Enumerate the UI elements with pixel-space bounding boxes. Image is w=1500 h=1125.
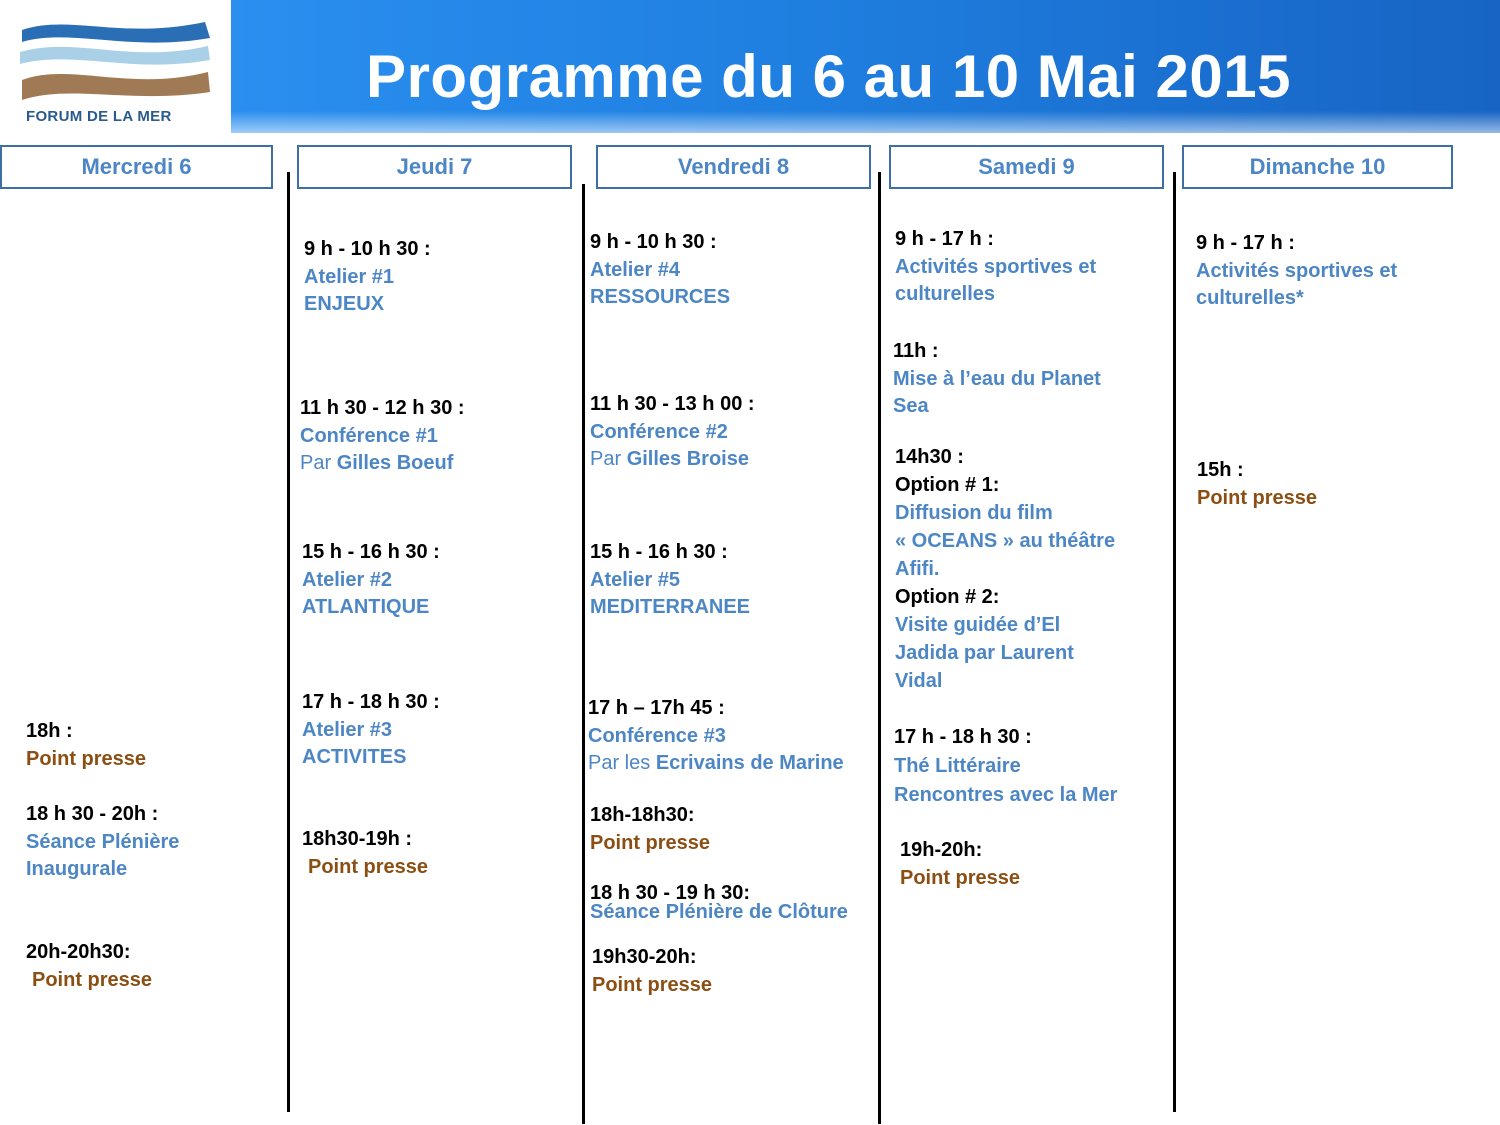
event-label: Point presse	[1197, 486, 1318, 509]
event-time: 17 h - 18 h 30 :	[894, 726, 1032, 748]
event-label: Point presse	[592, 973, 713, 996]
day-header-sunday: Dimanche 10	[1182, 145, 1453, 189]
waves-icon	[0, 0, 231, 110]
event-fri-press-2	[592, 944, 712, 999]
event-time: 18h-18h30:	[590, 804, 695, 826]
event-time: 17 h - 18 h 30 :	[302, 691, 440, 713]
event-time: 14h30 :	[895, 446, 964, 468]
event-sat-the-litteraire	[894, 723, 1117, 810]
event-label: Atelier #2	[302, 568, 393, 591]
option-label: Option # 2:	[895, 586, 1000, 608]
logo-text: FORUM DE LA MER	[26, 108, 172, 125]
speaker-prefix: Par	[300, 452, 332, 474]
event-label: Atelier #4	[590, 258, 681, 281]
event-label: Point presse	[308, 855, 429, 878]
event-sat-activites	[895, 226, 1096, 309]
event-label: Conférence #2	[590, 420, 728, 443]
event-wed-press-2	[26, 939, 152, 994]
speaker-prefix: Par	[590, 448, 622, 470]
event-label: Sea	[893, 395, 929, 417]
event-time: 15 h - 16 h 30 :	[590, 541, 728, 563]
day-header-thursday: Jeudi 7	[297, 145, 572, 189]
event-time: 15 h - 16 h 30 :	[302, 541, 440, 563]
event-label: Thé Littéraire	[894, 755, 1021, 777]
event-sat-options	[895, 443, 1115, 695]
event-label: culturelles*	[1196, 287, 1304, 309]
event-label: Afifi.	[895, 558, 940, 580]
event-fri-atelier-4	[590, 229, 730, 312]
event-label: Diffusion du film	[895, 502, 1053, 524]
event-label: Activités sportives et	[1196, 259, 1398, 282]
event-label: ACTIVITES	[302, 746, 407, 768]
event-label: Jadida par Laurent	[895, 642, 1074, 664]
event-label: Vidal	[895, 670, 943, 692]
event-wed-press-1	[26, 718, 146, 773]
event-thu-conference-1	[300, 395, 465, 478]
event-thu-atelier-3	[302, 689, 440, 772]
event-label: Séance Plénière de Clôture	[590, 901, 848, 923]
event-fri-cloture	[590, 884, 848, 922]
event-label: Conférence #1	[300, 424, 438, 447]
column-divider	[1173, 172, 1176, 1112]
event-thu-atelier-2	[302, 539, 440, 622]
event-label: ATLANTIQUE	[302, 596, 430, 618]
event-time: 9 h - 17 h :	[895, 228, 994, 250]
event-time: 18h :	[26, 720, 73, 742]
event-time: 11h :	[893, 340, 939, 362]
event-label: Point presse	[32, 968, 153, 991]
event-label: Conférence #3	[588, 724, 726, 747]
event-label: Mise à l’eau du Planet	[893, 367, 1101, 390]
event-thu-atelier-1	[304, 236, 431, 319]
speaker-prefix: Par les	[588, 752, 651, 774]
event-time: 18 h 30 - 20h :	[26, 803, 159, 825]
event-label: culturelles	[895, 283, 996, 305]
event-time: 18 h 30 - 19 h 30:	[590, 882, 751, 904]
event-label: ENJEUX	[304, 293, 385, 315]
event-time: 18h30-19h :	[302, 828, 413, 850]
day-header-friday: Vendredi 8	[596, 145, 871, 189]
event-thu-press	[302, 826, 428, 881]
column-divider	[878, 172, 881, 1124]
page-title: Programme du 6 au 10 Mai 2015	[366, 43, 1291, 110]
event-label: Inaugurale	[26, 858, 128, 880]
column-divider	[287, 172, 290, 1112]
forum-logo	[0, 0, 231, 133]
event-sat-planet-sea	[893, 338, 1101, 421]
event-time: 11 h 30 - 12 h 30 :	[300, 397, 465, 419]
event-time: 15h :	[1197, 459, 1244, 481]
event-time: 20h-20h30:	[26, 941, 131, 963]
event-time: 9 h - 17 h :	[1196, 232, 1295, 254]
event-time: 9 h - 10 h 30 :	[590, 231, 717, 253]
event-time: 9 h - 10 h 30 :	[304, 238, 431, 260]
event-label: Rencontres avec la Mer	[894, 784, 1118, 806]
event-label: RESSOURCES	[590, 286, 731, 308]
event-label: Point presse	[900, 866, 1021, 889]
event-sat-press	[900, 837, 1020, 892]
speaker-name: Gilles Boeuf	[336, 452, 454, 474]
event-label: « OCEANS » au théâtre	[895, 530, 1116, 552]
event-label: Activités sportives et	[895, 255, 1097, 278]
event-label: Point presse	[590, 831, 711, 854]
event-label: MEDITERRANEE	[590, 596, 751, 618]
option-label: Option # 1:	[895, 474, 1000, 496]
event-label: Séance Plénière	[26, 830, 180, 853]
event-label: Point presse	[26, 747, 147, 770]
event-time: 17 h – 17h 45 :	[588, 697, 725, 719]
event-time: 19h30-20h:	[592, 946, 697, 968]
column-divider	[582, 184, 585, 1124]
event-time: 11 h 30 - 13 h 00 :	[590, 393, 755, 415]
day-header-wednesday: Mercredi 6	[0, 145, 273, 189]
day-header-saturday: Samedi 9	[889, 145, 1164, 189]
event-fri-press-1	[590, 802, 710, 857]
event-label: Atelier #3	[302, 718, 393, 741]
event-fri-conference-3	[588, 695, 844, 778]
event-label: Atelier #5	[590, 568, 681, 591]
speaker-name: Gilles Broise	[626, 448, 749, 470]
event-fri-conference-2	[590, 391, 755, 474]
event-time: 19h-20h:	[900, 839, 983, 861]
event-label: Visite guidée d’El	[895, 614, 1061, 636]
event-fri-atelier-5	[590, 539, 750, 622]
event-sun-press	[1197, 457, 1317, 512]
event-label: Atelier #1	[304, 265, 395, 288]
event-wed-pleniere	[26, 801, 179, 884]
speaker-name: Ecrivains de Marine	[655, 752, 844, 774]
event-sun-activites	[1196, 230, 1397, 313]
